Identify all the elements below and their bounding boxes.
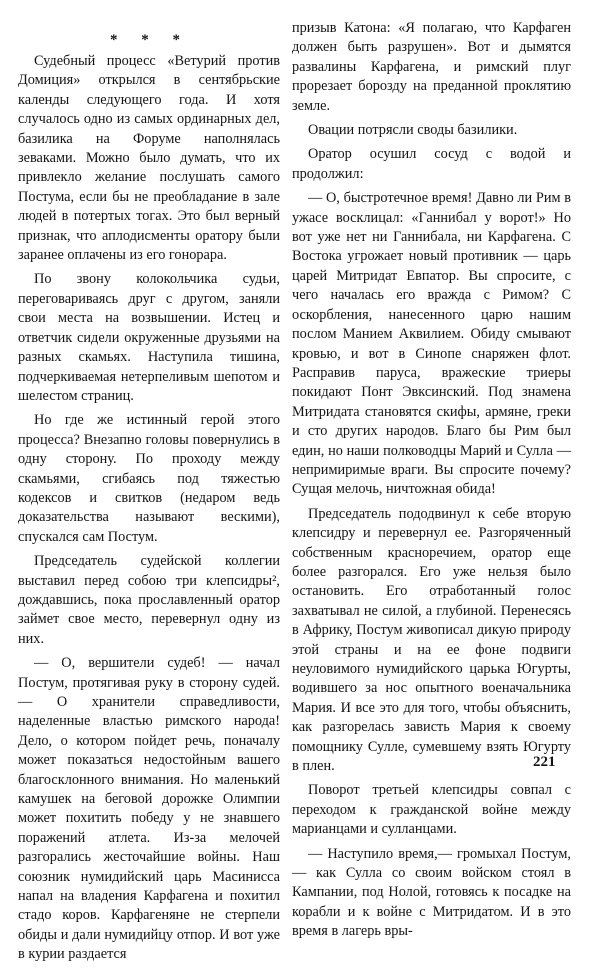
paragraph: — О, быстротечное время! Давно ли Рим в ужасе восклицал: «Ганнибал у ворот!» Но вот уже нет ни Ганнибала, ни Карфагена. С Востока угрожает новый противник — царь царей Митридат Евпатор. Вы спросите, с чего началась его вражда с Римом? С оскорбления, нанесенного царю нашим послом Манием Аквилием. Обиду смывают кровью, и вот в Синопе снаряжен флот. Расправив паруса, вражеские триеры покидают Понт Эвксинский. Под знамена Митридата становятся скифы, армяне, греки и сто других народов. Благо бы Рим был един, но наши полководцы Марий и Сулла — непримиримые враги. Вы спросите почему? Сущая мелочь, ничтожная обида! [292, 190, 571, 498]
right-column [292, 19, 571, 947]
paragraph: — О, вершители судеб! — начал Постум, протягивая руку в сторону судей.— О хранители справедливости, наделенные властью римского народа! Дело, о котором пойдет речь, поначалу может показаться недостойным вашего благосклонного внимания. Но маленький камушек на беговой дорожке Олимпии может похитить победу у не знавшего поражений атлета. Из-за мелочей разгорались жесточайшие войны. Наш союзник нумидийский царь Масинисса напал на владения Карфагена и похитил стадо коров. Карфагеняне не стерпели обиды и дали нумидийцу отпор. И вот уже в курии раздается [18, 655, 280, 963]
paragraph: — Наступило время,— громыхал Постум,— как Сулла со своим войском стоял в Кампании, под Нолой, готовясь к посадке на корабли и к войне с Митридатом. И в это время в лагерь вры- [292, 845, 571, 940]
paragraph: По звону колокольчика судьи, переговариваясь друг с другом, заняли свои места на возвышении. Истец и ответчик сидели окруженные друзьями на разных скамьях. Наступила тишина, подчеркиваемая нетерпеливым шепотом и шелестом страниц. [18, 271, 280, 404]
paragraph: Поворот третьей клепсидры совпал с переходом к гражданской войне между марианцами и сулланцами. [292, 782, 571, 838]
paragraph-continuation: призыв Катона: «Я полагаю, что Карфаген должен быть разрушен». Вот и дымятся развалины Карфагена, и римский плуг прорезает борозду на преданной проклятию земле. [292, 20, 571, 114]
left-column [18, 52, 280, 970]
paragraph: Председатель судейской коллегии выставил перед собою три клепсидры², дождавшись, пока прославленный оратор займет свое место, перевернул одну из них. [18, 553, 280, 647]
paragraph: Но где же истинный герой этого процесса? Внезапно головы повернулись в одну сторону. По проходу между скамьями, сгибаясь под тяжестью кодексов и свитков (недаром ведь доказательства называют вескими), спускался сам Постум. [18, 412, 280, 545]
paragraph: Судебный процесс «Ветурий против Домиция» открылся в сентябрьские календы следующего года. И хотя случалось одно из самых ординарных дел, базилика на Форуме наполнялась зеваками. Можно было думать, что их привлекло желание послушать самого Постума, если бы не преобладание в зале людей в потертых тогах. Это был верный признак, что аплодисменты оратору были заранее оплачены из его гонорара. [18, 53, 280, 264]
paragraph: Оратор осушил сосуд с водой и продолжил: [292, 146, 571, 182]
page-number: 221 [533, 754, 556, 770]
section-separator: * * * [110, 32, 190, 48]
paragraph: Председатель пододвинул к себе вторую клепсидру и перевернул ее. Разгоряченный собственным красноречием, оратор еще более разгорался. Его уже нельзя было остановить. Его отработанный голос захватывал не силой, а глубиной. Перенесясь в Африку, Постум живописал дикую природу этой страны и на ее фоне подвиги неуловимого нумидийского царька Югурты, водившего за нос опытного военачальника Мария. И все это для того, чтобы объяснить, как разгорелась зависть Мария к своему помощнику Сулле, сумевшему взять Югурту в плен. [292, 505, 571, 775]
paragraph: Овации потрясли своды базилики. [308, 122, 518, 139]
